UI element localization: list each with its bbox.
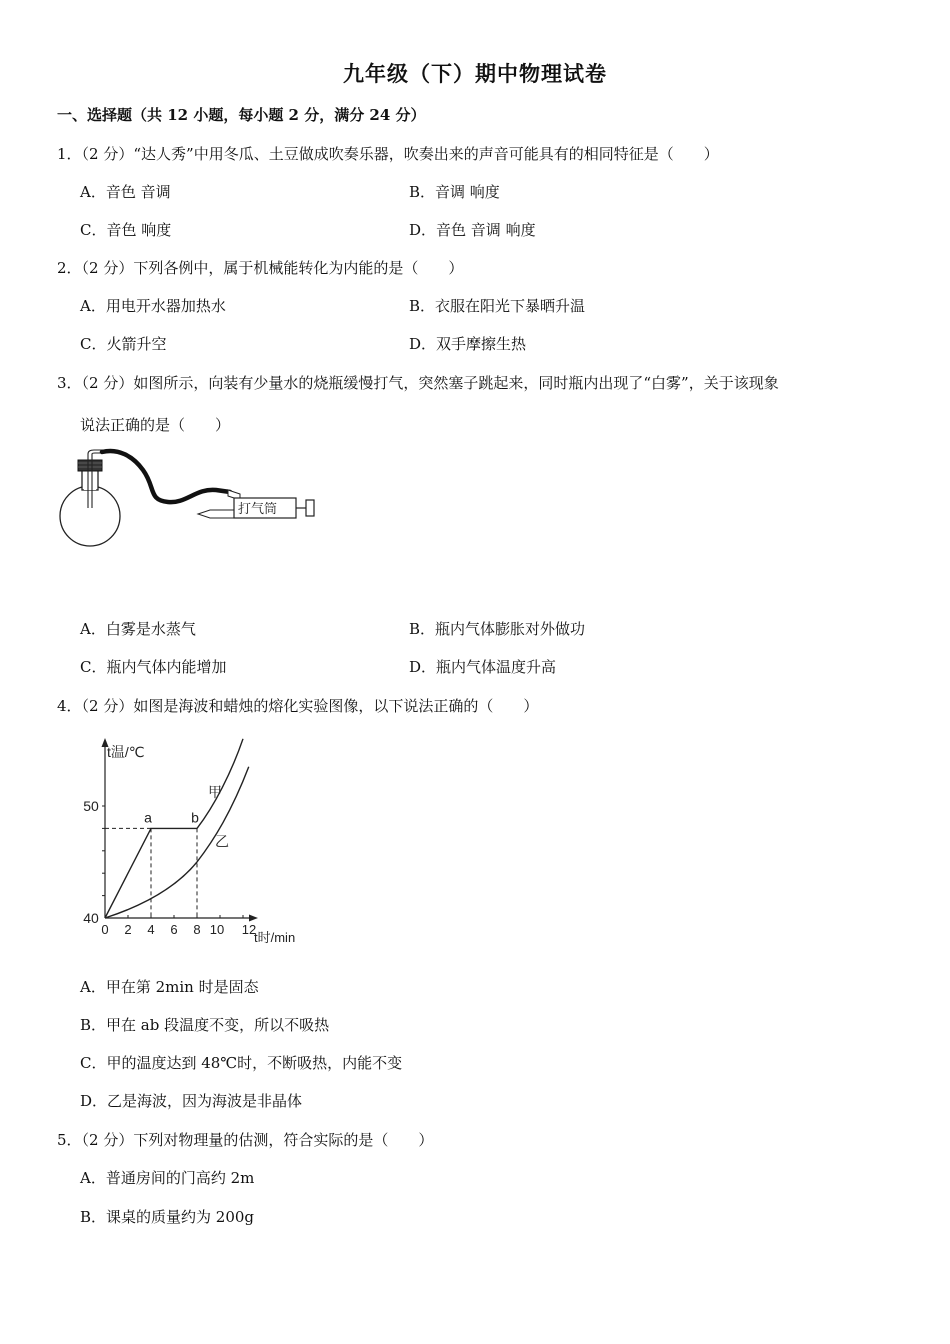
question-3-stem-line2: 说法正确的是（ ） <box>80 416 231 434</box>
q4-option-d[interactable]: D．乙是海波，因为海波是非晶体 <box>80 1092 303 1110</box>
y-tick-label: 50 <box>83 798 99 814</box>
q5-option-a[interactable]: A．普通房间的门高约 2m <box>80 1169 255 1187</box>
y-axis-title: t温/℃ <box>107 744 145 760</box>
melting-chart <box>78 735 298 950</box>
flask-pump-figure <box>58 448 328 556</box>
x-tick-label: 0 <box>101 922 109 937</box>
q4-option-a[interactable]: A．甲在第 2min 时是固态 <box>80 978 259 996</box>
point-label-a: a <box>144 809 152 826</box>
q2-option-d[interactable]: D．双手摩擦生热 <box>409 335 527 353</box>
flask-bulb <box>60 486 120 546</box>
x-tick-label: 6 <box>170 922 178 937</box>
q1-option-a[interactable]: A．音色 音调 <box>80 183 171 201</box>
q4-option-b[interactable]: B．甲在 ab 段温度不变，所以不吸热 <box>80 1016 330 1034</box>
q2-option-a[interactable]: A．用电开水器加热水 <box>80 297 226 315</box>
q2-option-c[interactable]: C．火箭升空 <box>80 335 167 353</box>
q2-option-b[interactable]: B．衣服在阳光下暴晒升温 <box>409 297 586 315</box>
x-tick-label: 8 <box>193 922 201 937</box>
q3-option-d[interactable]: D．瓶内气体温度升高 <box>409 658 557 676</box>
q3-option-c[interactable]: C．瓶内气体内能增加 <box>80 658 227 676</box>
question-3-stem-line1: 3．（2 分）如图所示，向装有少量水的烧瓶缓慢打气，突然塞子跳起来，同时瓶内出现了“白雾”，关于该现象 <box>57 374 779 392</box>
x-tick-label: 4 <box>147 922 155 937</box>
stopper <box>78 460 102 471</box>
question-1-stem: 1．（2 分）“达人秀”中用冬瓜、土豆做成吹奏乐器，吹奏出来的声音可能具有的相同特征是（ ） <box>57 145 719 163</box>
q3-option-b[interactable]: B．瓶内气体膨胀对外做功 <box>409 620 586 638</box>
pump-label: 打气筒 <box>238 502 278 517</box>
x-tick-label: 12 <box>241 922 257 937</box>
x-axis-title: t时/min <box>254 930 296 945</box>
q1-option-c[interactable]: C．音色 响度 <box>80 221 172 239</box>
rubber-hose <box>102 451 230 502</box>
q4-option-c[interactable]: C．甲的温度达到 48℃时，不断吸热，内能不变 <box>80 1054 403 1072</box>
flask-neck <box>82 470 98 490</box>
pump-handle <box>306 500 314 516</box>
question-5-stem: 5．（2 分）下列对物理量的估测，符合实际的是（ ） <box>57 1131 434 1149</box>
x-tick-label: 2 <box>124 922 132 937</box>
q3-option-a[interactable]: A．白雾是水蒸气 <box>80 620 196 638</box>
section-heading: 一、选择题（共 12 小题，每小题 2 分，满分 24 分） <box>57 106 426 124</box>
question-2-stem: 2．（2 分）下列各例中，属于机械能转化为内能的是（ ） <box>57 259 464 277</box>
x-axis-arrow <box>249 915 258 922</box>
point-label-b: b <box>191 809 199 826</box>
series-label-jia: 甲 <box>208 784 222 801</box>
q5-option-b[interactable]: B．课桌的质量约为 200g <box>80 1208 255 1226</box>
x-tick-label: 10 <box>209 922 225 937</box>
page-title: 九年级（下）期中物理试卷 <box>343 61 607 86</box>
y-tick-label: 40 <box>83 910 99 926</box>
q1-option-d[interactable]: D．音色 音调 响度 <box>409 221 536 239</box>
series-label-yi: 乙 <box>215 833 229 850</box>
question-4-stem: 4．（2 分）如图是海波和蜡烛的熔化实验图像，以下说法正确的（ ） <box>57 697 539 715</box>
q1-option-b[interactable]: B．音调 响度 <box>409 183 500 201</box>
